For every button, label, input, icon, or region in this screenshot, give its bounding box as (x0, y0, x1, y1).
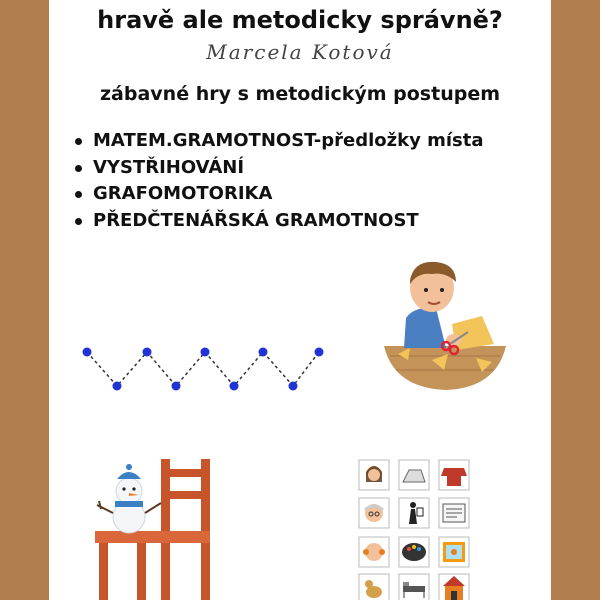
woman-icon (366, 466, 382, 482)
grandpa-icon (365, 504, 383, 522)
topic-item: PŘEDČTENÁŘSKÁ GRAMOTNOST (69, 208, 484, 235)
zigzag-illustration (79, 340, 329, 400)
page-title: hravě ale metodicky správně? (97, 6, 503, 34)
author-signature: Marcela Kotová (206, 40, 394, 64)
newspaper-icon (443, 504, 465, 522)
boy-cutting-illustration (384, 258, 509, 398)
topics-list (69, 128, 484, 234)
topic-item: MATEM.GRAMOTNOST-předložky místa (69, 128, 484, 155)
topic-item: GRAFOMOTORIKA (69, 181, 484, 208)
snowman-chair-illustration (89, 455, 239, 600)
page-subtitle: zábavné hry s metodickým postupem (99, 83, 501, 105)
topic-item: VYSTŘIHOVÁNÍ (69, 155, 484, 182)
worksheet-page (49, 0, 551, 600)
picture-cards-grid (357, 458, 477, 600)
palette-icon (402, 543, 426, 561)
picture-frame-icon (443, 542, 465, 562)
